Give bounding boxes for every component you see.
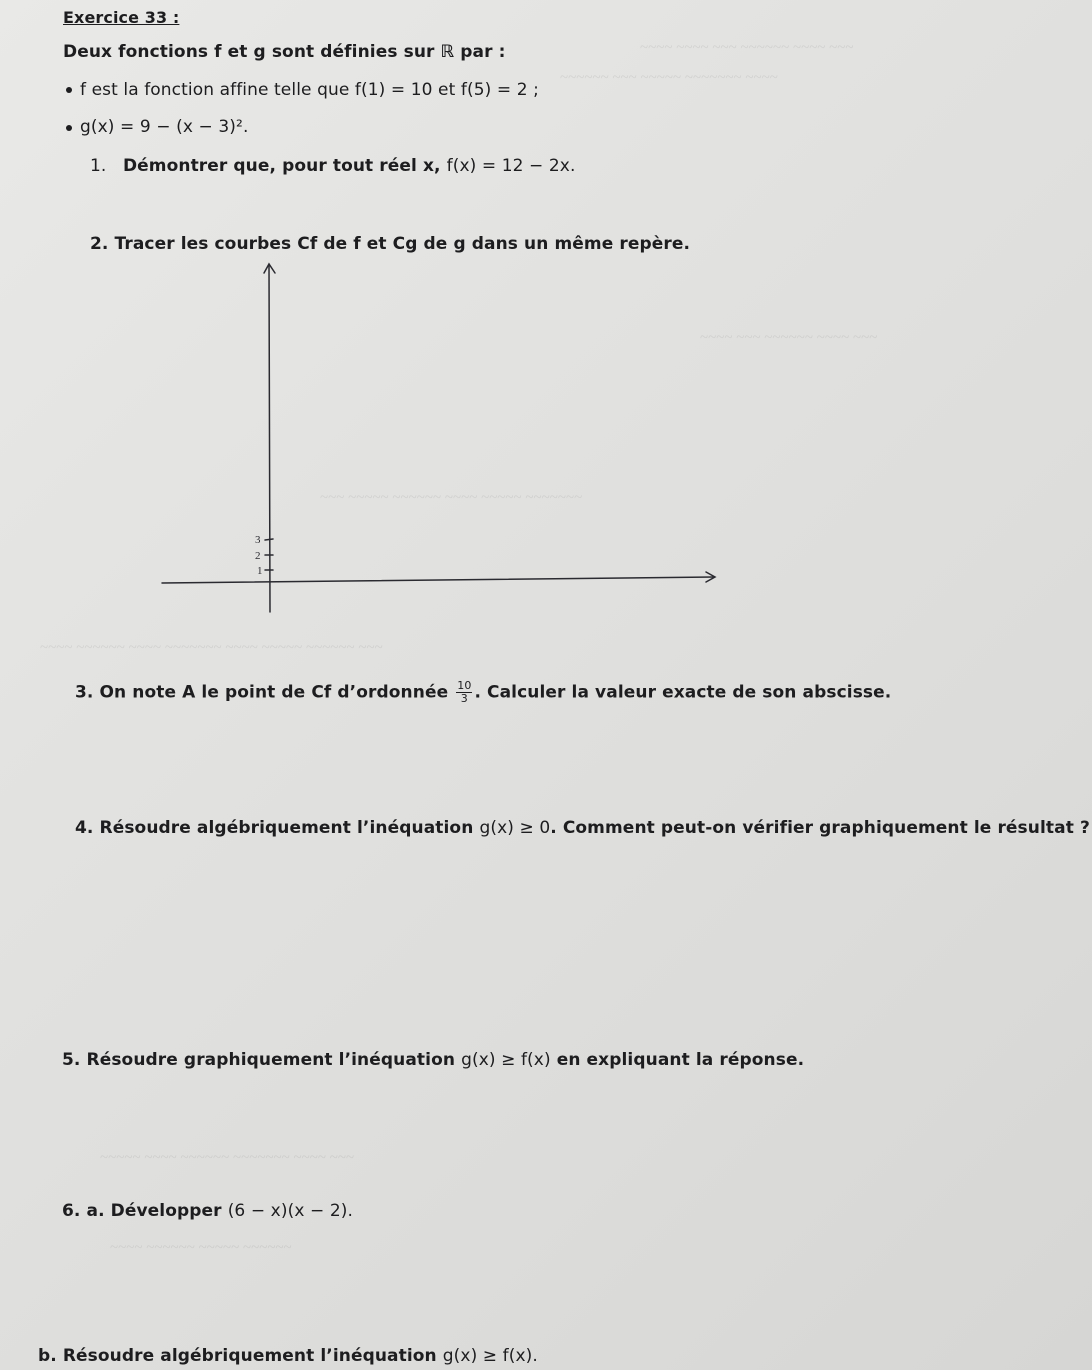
bleed-through-text: ~~~~ ~~~ ~~~~~~ ~~~~ ~~~ bbox=[700, 330, 878, 346]
question-2: 2. Tracer les courbes Cf de f et Cg de g dans un même repère. bbox=[90, 234, 691, 254]
y-label-3: 3 bbox=[255, 534, 261, 546]
y-label-2: 2 bbox=[255, 550, 261, 562]
question-6a-text: 6. a. Développer bbox=[62, 1201, 228, 1221]
y-tick bbox=[265, 539, 273, 540]
question-6b-text: b. Résoudre algébriquement l’inéquation bbox=[38, 1346, 443, 1366]
definition-g: g(x) = 9 − (x − 3)². bbox=[80, 117, 249, 137]
x-axis bbox=[162, 577, 714, 583]
question-1-math: f(x) = 12 − 2x. bbox=[446, 156, 576, 176]
question-4-text: 4. Résoudre algébriquement l’inéquation bbox=[75, 818, 480, 838]
bleed-through-text: ~~~~ ~~~~ ~~~ ~~~~~~ ~~~~ ~~~ bbox=[640, 40, 854, 56]
question-4-text-end: . Comment peut-on vérifier graphiquement le résultat ? bbox=[550, 818, 1090, 838]
question-4-math: g(x) ≥ 0 bbox=[479, 818, 551, 838]
bleed-through-text: ~~~~ ~~~~~~ ~~~~~ ~~~~~~ bbox=[110, 1240, 292, 1256]
question-6a bbox=[62, 1201, 353, 1221]
exercise-intro: Deux fonctions f et g sont définies sur ℝ par : bbox=[63, 42, 506, 62]
bleed-through-text: ~~~~~ ~~~~ ~~~~~~ ~~~~~~~ ~~~~ ~~~ bbox=[100, 1150, 355, 1166]
question-3-text: 3. On note A le point de Cf d’ordonnée bbox=[75, 682, 455, 703]
fraction-denominator: 3 bbox=[460, 692, 468, 705]
fraction-ten-thirds bbox=[456, 680, 472, 705]
y-axis bbox=[269, 265, 270, 612]
definition-f-text: f est la fonction affine telle que bbox=[80, 80, 355, 100]
question-1-text: Démontrer que, pour tout réel x, bbox=[122, 156, 447, 176]
question-5-math: g(x) ≥ f(x) bbox=[461, 1050, 551, 1070]
y-label-1: 1 bbox=[257, 565, 263, 577]
question-3 bbox=[75, 680, 891, 705]
question-4 bbox=[75, 818, 1090, 838]
fraction-numerator: 10 bbox=[457, 679, 472, 692]
bleed-through-text: ~~~ ~~~~~ ~~~~~~ ~~~~ ~~~~~ ~~~~~~~ bbox=[320, 490, 583, 506]
definition-f-math: f(1) = 10 et f(5) = 2 ; bbox=[354, 80, 539, 100]
bleed-through-text: ~~~~ ~~~~~~ ~~~~ ~~~~~~~ ~~~~ ~~~~~ ~~~~~~ ~~~ bbox=[40, 640, 383, 656]
question-6a-math: (6 − x)(x − 2). bbox=[227, 1201, 353, 1221]
question-6b bbox=[38, 1346, 538, 1366]
question-5 bbox=[62, 1050, 804, 1070]
exercise-title: Exercice 33 : bbox=[63, 8, 180, 27]
question-1-label: 1. bbox=[90, 156, 107, 176]
question-5-text: 5. Résoudre graphiquement l’inéquation bbox=[62, 1050, 462, 1070]
question-5-text-end: en expliquant la réponse. bbox=[550, 1050, 805, 1070]
bleed-through-text: ~~~~~~ ~~~ ~~~~~ ~~~~~~~ ~~~~ bbox=[560, 70, 778, 86]
question-3-text-end: . Calculer la valeur exacte de son abscisse. bbox=[474, 682, 892, 703]
question-6b-math: g(x) ≥ f(x). bbox=[442, 1346, 538, 1366]
